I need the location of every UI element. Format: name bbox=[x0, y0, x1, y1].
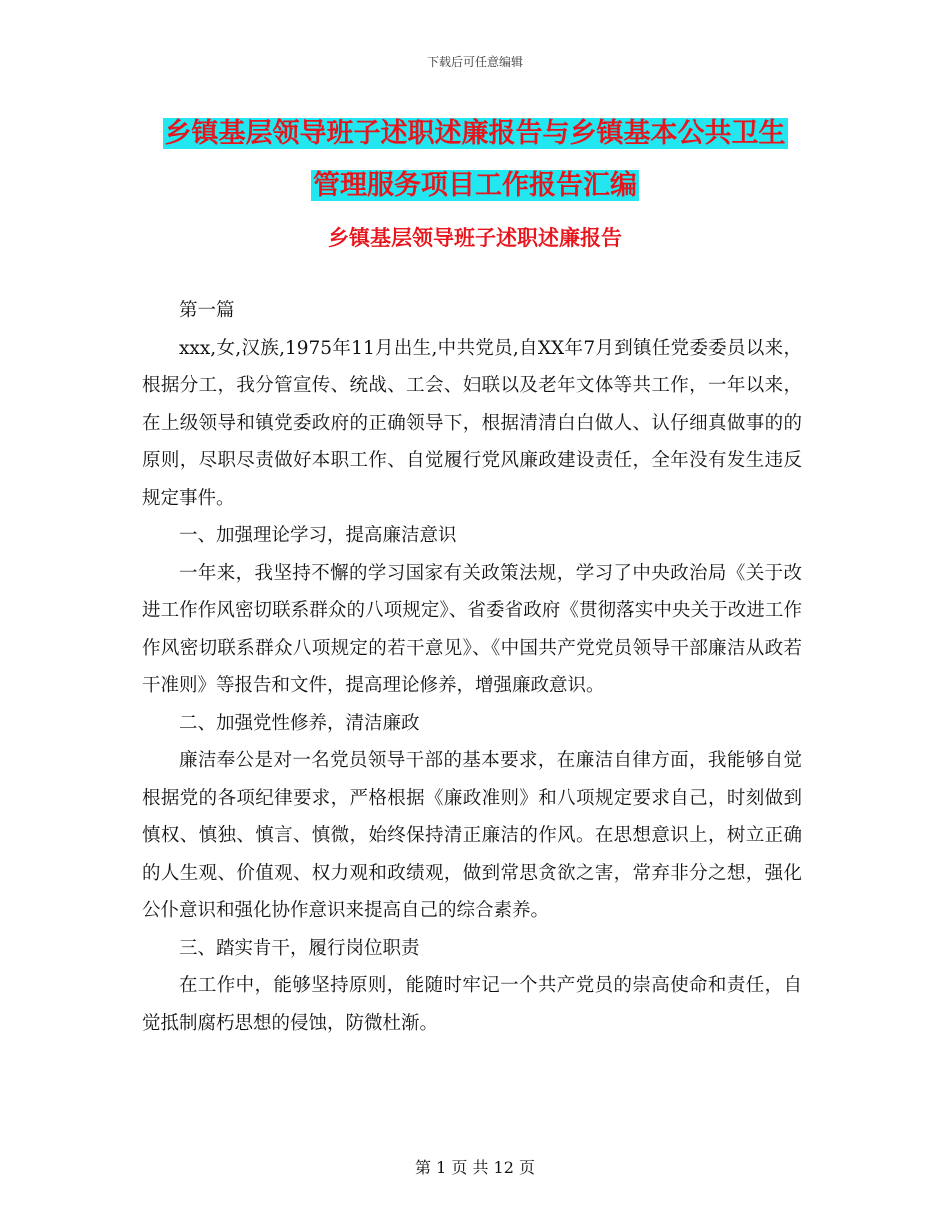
page-number-footer: 第 1 页 共 12 页 bbox=[415, 1158, 535, 1177]
document-title bbox=[140, 108, 810, 212]
paragraph: 在工作中，能够坚持原则，能随时牢记一个共产党员的崇高使命和责任，自觉抵制腐朽思想的侵蚀，防微杜渐。 bbox=[142, 975, 802, 1034]
section-heading: 一、加强理论学习，提高廉洁意识 bbox=[179, 525, 457, 546]
document-title-line-2: 管理服务项目工作报告汇编 bbox=[313, 170, 637, 201]
document-body bbox=[142, 292, 802, 1042]
page-header-note: 下载后可任意编辑 bbox=[426, 55, 523, 69]
section-title: 乡镇基层领导班子述职述廉报告 bbox=[328, 226, 622, 250]
document-title-line-1: 乡镇基层领导班子述职述廉报告与乡镇基本公共卫生 bbox=[164, 118, 786, 149]
paragraph: 一年来，我坚持不懈的学习国家有关政策法规，学习了中央政治局《关于改进工作作风密切联系群众的八项规定》、省委省政府《贯彻落实中央关于改进工作作风密切联系群众八项规定的若干意见》、《中国共产党党员领导干部廉洁从政若干准则》等报告和文件，提高理论修养，增强廉政意识。 bbox=[142, 562, 802, 696]
paragraph: 廉洁奉公是对一名党员领导干部的基本要求，在廉洁自律方面，我能够自觉根据党的各项纪律要求，严格根据《廉政准则》和八项规定要求自己，时刻做到慎权、慎独、慎言、慎微，始终保持清正廉洁的作风。在思想意识上，树立正确的人生观、价值观、权力观和政绩观，做到常思贪欲之害，常弃非分之想，强化公仆意识和强化协作意识来提高自己的综合素养。 bbox=[142, 750, 802, 921]
section-heading: 三、踏实肯干，履行岗位职责 bbox=[179, 937, 420, 959]
section-heading: 二、加强党性修养，清洁廉政 bbox=[179, 712, 420, 734]
paragraph: xxx,女,汉族,1975年11月出生,中共党员,自XX年7月到镇任党委委员以来，根据分工，我分管宣传、统战、工会、妇联以及老年文体等共工作，一年以来，在上级领导和镇党委政府的正确领导下，根据清清白白做人、认仔细真做事的的原则，尽职尽责做好本职工作、自觉履行党风廉政建设责任，全年没有发生违反规定事件。 bbox=[142, 337, 802, 509]
paragraph: 第一篇 bbox=[179, 300, 235, 321]
